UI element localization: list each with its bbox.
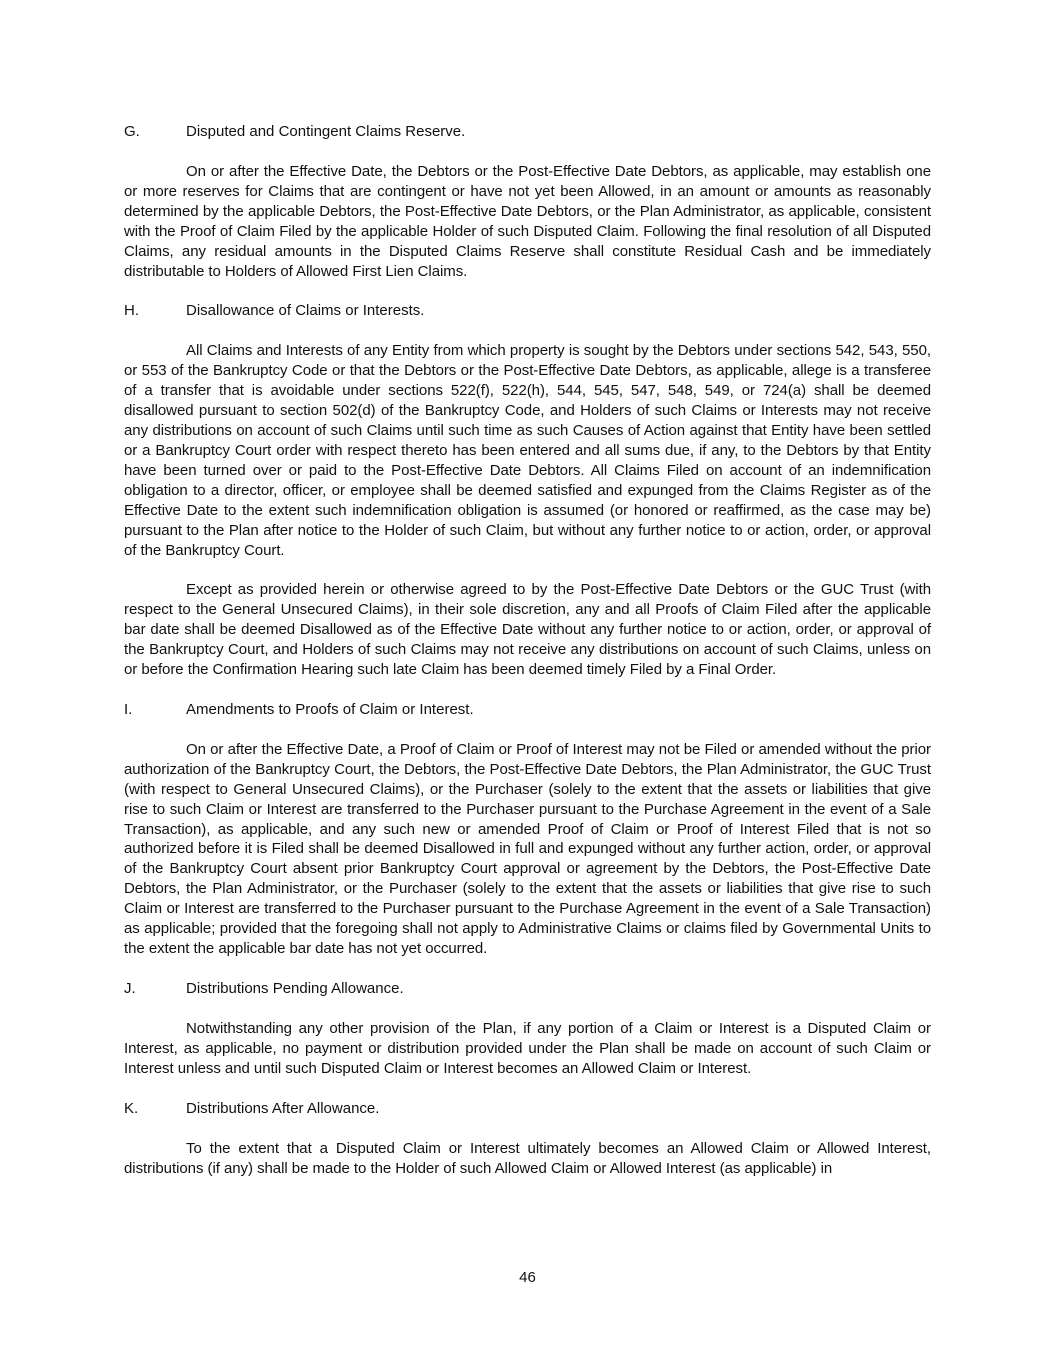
- paragraph: On or after the Effective Date, the Debtors or the Post-Effective Date Debtors, as applicable, may establish one or more reserves for Claims that are contingent or have not yet been Allowed, in an amount or amounts as reasonably determined by the applicable Debtors, the Post-Effective Date Debtors, or the Plan Administrator, as applicable, consistent with the Proof of Claim Filed by the applicable Holder of such Disputed Claim. Following the final resolution of all Disputed Claims, any residual amounts in the Disputed Claims Reserve shall constitute Residual Cash and be immediately distributable to Holders of Allowed First Lien Claims.: [124, 163, 931, 280]
- section-heading-j: [124, 979, 931, 999]
- section-heading-k: [124, 1099, 931, 1119]
- section-title: Disallowance of Claims or Interests.: [186, 302, 425, 320]
- section-heading-h: [124, 301, 931, 321]
- section-letter: K.: [124, 1099, 139, 1117]
- paragraph: All Claims and Interests of any Entity from which property is sought by the Debtors under sections 542, 543, 550, or 553 of the Bankruptcy Code or that the Debtors or the Post-Effective Date Debtors, as applicable, allege is a transferee of a transfer that is avoidable under sections 522(f), 522(h), 544, 545, 547, 548, 549, or 724(a) shall be deemed disallowed pursuant to section 502(d) of the Bankruptcy Code, and Holders of such Claims or Interests may not receive any distributions on account of such Claims until such time as such Causes of Action against that Entity have been settled or a Bankruptcy Court order with respect thereto has been entered and all sums due, if any, to the Debtors by that Entity have been turned over or paid to the Post-Effective Date Debtors. All Claims Filed on account of an indemnification obligation to a director, officer, or employee shall be deemed satisfied and expunged from the Claims Register as of the Effective Date to the extent such indemnification obligation is assumed (or honored or reaffirmed, as the case may be) pursuant to the Plan after notice to the Holder of such Claim, but without any further notice to or action, order, or approval of the Bankruptcy Court.: [124, 342, 931, 559]
- paragraph: Except as provided herein or otherwise agreed to by the Post-Effective Date Debtors or the GUC Trust (with respect to the General Unsecured Claims), in their sole discretion, any and all Proofs of Claim Filed after the applicable bar date shall be deemed Disallowed as of the Effective Date without any further notice to or action, order, or approval of the Bankruptcy Court, and Holders of such Claims may not receive any distributions on account of such Claims, unless on or before the Confirmation Hearing such late Claim has been deemed timely Filed by a Final Order.: [124, 581, 931, 679]
- paragraph: Notwithstanding any other provision of the Plan, if any portion of a Claim or Interest is a Disputed Claim or Interest, as applicable, no payment or distribution provided under the Plan shall be made on account of such Claim or Interest unless and until such Disputed Claim or Interest becomes an Allowed Claim or Interest.: [124, 1019, 931, 1077]
- section-letter: J.: [124, 979, 136, 997]
- paragraph: To the extent that a Disputed Claim or Interest ultimately becomes an Allowed Claim or Allowed Interest, distributions (if any) shall be made to the Holder of such Allowed Claim or Allowed Interest (as applicable) in: [124, 1139, 931, 1177]
- section-letter: I.: [124, 700, 133, 718]
- page-number: 46: [519, 1269, 536, 1286]
- section-title: Disputed and Contingent Claims Reserve.: [186, 123, 466, 140]
- section-heading-i: [124, 700, 931, 720]
- section-title: Distributions After Allowance.: [186, 1099, 380, 1117]
- section-title: Distributions Pending Allowance.: [186, 979, 404, 997]
- section-title: Amendments to Proofs of Claim or Interest.: [186, 700, 474, 718]
- section-heading-g: [124, 122, 931, 142]
- paragraph: On or after the Effective Date, a Proof of Claim or Proof of Interest may not be Filed or amended without the prior authorization of the Bankruptcy Court, the Debtors, the Post-Effective Date Debtors, the Plan Administrator, the GUC Trust (with respect to General Unsecured Claims), or the Purchaser (solely to the extent that the assets or liabilities that give rise to such Claim or Interest are transferred to the Purchaser pursuant to the Purchase Agreement in the event of a Sale Transaction), as applicable, and any such new or amended Proof of Claim or Proof of Interest Filed that is not so authorized before it is Filed shall be deemed Disallowed in full and expunged without any further action, order, or approval of the Bankruptcy Court absent prior Bankruptcy Court approval or agreement by the Debtors, the Post-Effective Date Debtors, the Plan Administrator, or the Purchaser (solely to the extent that the assets or liabilities that give rise to such Claim or Interest are transferred to the Purchaser pursuant to the Purchase Agreement in the event of a Sale Transaction) as applicable; provided that the foregoing shall not apply to Administrative Claims or claims filed by Governmental Units to the extent the applicable bar date has not yet occurred.: [124, 740, 931, 957]
- document-page: [124, 122, 931, 1198]
- section-letter: G.: [124, 123, 140, 140]
- section-letter: H.: [124, 302, 139, 320]
